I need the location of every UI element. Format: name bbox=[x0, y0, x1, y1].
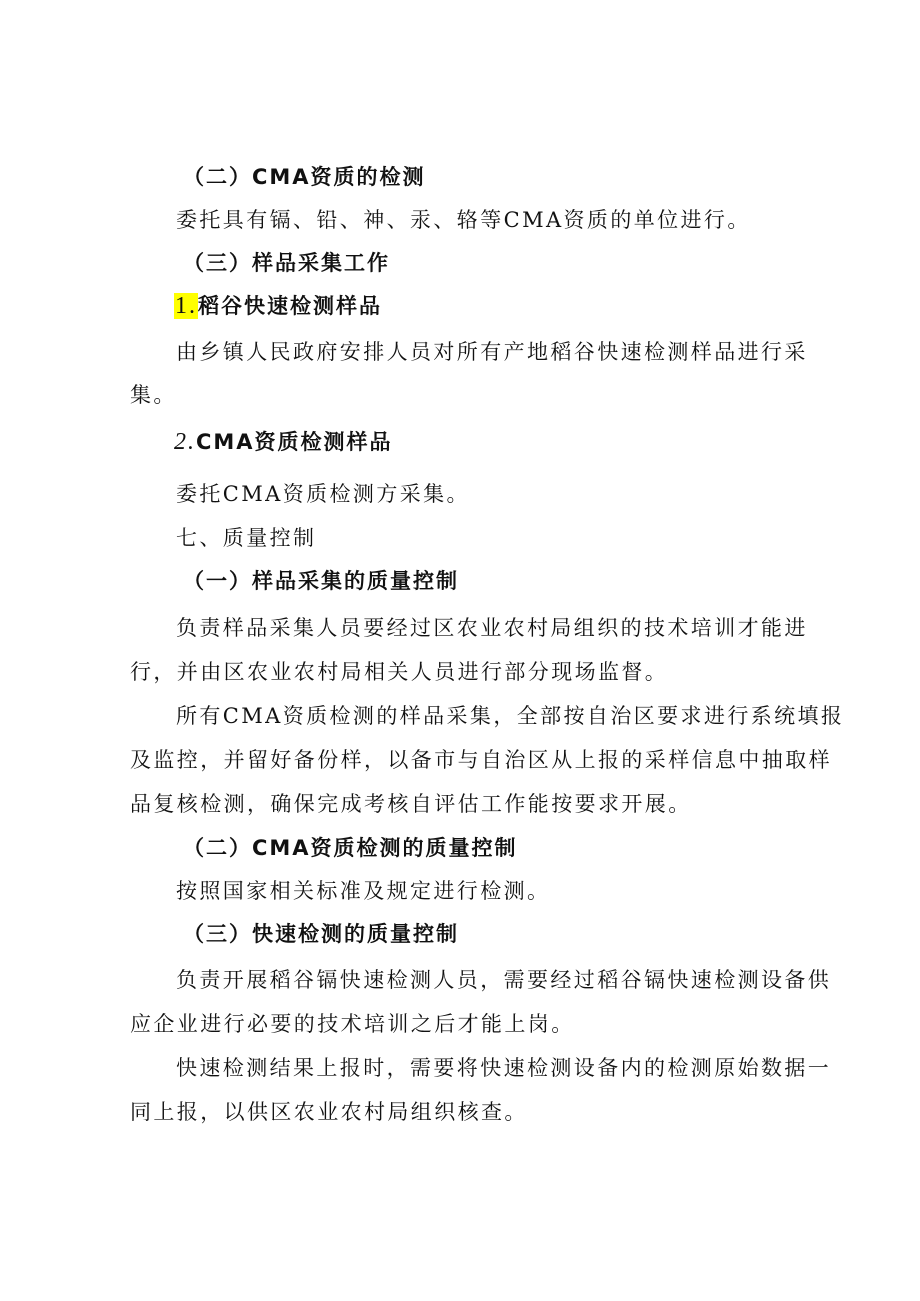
paragraph-sampling-qc-2-line1: 所有CMA资质检测的样品采集，全部按自治区要求进行系统填报 bbox=[176, 704, 845, 728]
item-heading-rice-rapid-samples bbox=[174, 294, 382, 318]
paragraph-cma-qc: 按照国家相关标准及规定进行检测。 bbox=[176, 879, 551, 903]
heading-cma-testing: （二）CMA资质的检测 bbox=[183, 165, 426, 189]
paragraph-cma-samples: 委托CMA资质检测方采集。 bbox=[176, 482, 470, 506]
item-heading-cma-samples bbox=[174, 430, 393, 454]
heading-sample-collection: （三）样品采集工作 bbox=[183, 251, 390, 275]
chapter-heading-quality-control: 七、质量控制 bbox=[176, 526, 317, 550]
paragraph-sampling-qc-1-line2: 行，并由区农业农村局相关人员进行部分现场监督。 bbox=[130, 660, 669, 684]
heading-rapid-test-quality-control: （三）快速检测的质量控制 bbox=[183, 922, 459, 946]
paragraph-cma-testing: 委托具有镉、铅、神、汞、辂等CMA资质的单位进行。 bbox=[176, 208, 751, 232]
item-title: 稻谷快速检测样品 bbox=[198, 294, 382, 318]
heading-cma-quality-control: （二）CMA资质检测的质量控制 bbox=[183, 836, 518, 860]
paragraph-rice-rapid-samples-line2: 集。 bbox=[130, 383, 177, 407]
paragraph-rapid-qc-1-line2: 应企业进行必要的技术培训之后才能上岗。 bbox=[130, 1012, 575, 1036]
item-number: 2. bbox=[174, 429, 196, 455]
paragraph-rice-rapid-samples-line1: 由乡镇人民政府安排人员对所有产地稻谷快速检测样品进行采 bbox=[176, 340, 808, 364]
paragraph-rapid-qc-2-line1: 快速检测结果上报时，需要将快速检测设备内的检测原始数据一 bbox=[176, 1056, 832, 1080]
item-title: CMA资质检测样品 bbox=[196, 430, 393, 454]
paragraph-sampling-qc-1-line1: 负责样品采集人员要经过区农业农村局组织的技术培训才能进 bbox=[176, 616, 808, 640]
paragraph-sampling-qc-2-line3: 品复核检测，确保完成考核自评估工作能按要求开展。 bbox=[130, 792, 692, 816]
paragraph-sampling-qc-2-line2: 及监控，并留好备份样，以备市与自治区从上报的采样信息中抽取样 bbox=[130, 748, 832, 772]
heading-sampling-quality-control: （一）样品采集的质量控制 bbox=[183, 569, 459, 593]
paragraph-rapid-qc-1-line1: 负责开展稻谷镉快速检测人员，需要经过稻谷镉快速检测设备供 bbox=[176, 968, 832, 992]
item-number-highlighted: 1. bbox=[175, 293, 197, 319]
paragraph-rapid-qc-2-line2: 同上报，以供区农业农村局组织核查。 bbox=[130, 1100, 528, 1124]
